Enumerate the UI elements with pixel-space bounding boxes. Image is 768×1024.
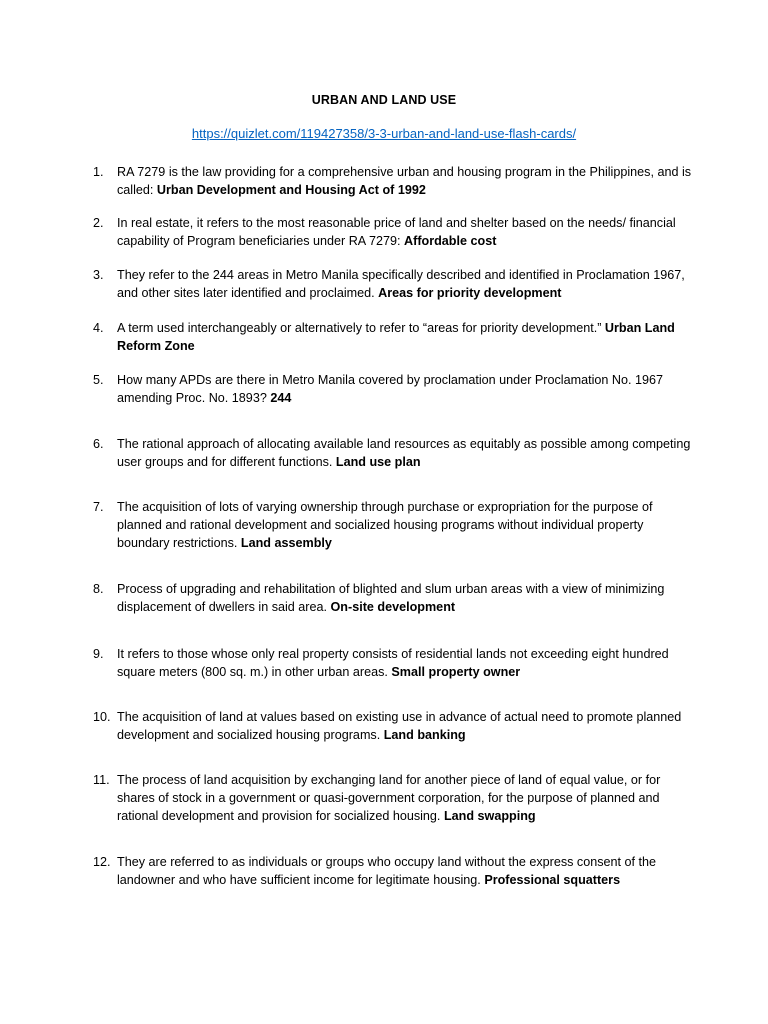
- question-number: 10.: [93, 710, 111, 724]
- question-number: 6.: [93, 437, 104, 451]
- answer-text: Land assembly: [240, 536, 332, 550]
- question-item-1: [93, 163, 693, 199]
- answer-text: 244: [270, 391, 292, 405]
- question-text: The acquisition of lots of varying ownership through purchase or expropriation for the purpose of planned and rational development and socialized housing programs without individual property boundary restrictions.: [117, 500, 653, 550]
- question-item-9: [93, 645, 693, 681]
- question-text: In real estate, it refers to the most reasonable price of land and shelter based on the needs/ financial capability of Program beneficiaries under RA 7279:: [117, 216, 676, 248]
- question-item-7: [93, 498, 693, 552]
- question-text: They refer to the 244 areas in Metro Manila specifically described and identified in Proclamation 1967, and other sites later identified and proclaimed.: [117, 268, 685, 300]
- question-text: It refers to those whose only real property consists of residential lands not exceeding eight hundred square meters (800 sq. m.) in other urban areas.: [117, 647, 669, 679]
- question-text: A term used interchangeably or alternatively to refer to “areas for priority development.”: [117, 321, 602, 335]
- question-item-10: [93, 708, 693, 744]
- question-item-11: [93, 771, 693, 825]
- answer-text: Land swapping: [443, 809, 536, 823]
- question-text: They are referred to as individuals or groups who occupy land without the express consent of the landowner and who have sufficient income for legitimate housing.: [117, 855, 657, 887]
- question-item-2: [93, 214, 693, 250]
- answer-text: Land banking: [383, 728, 466, 742]
- question-item-3: [93, 266, 693, 302]
- question-number: 3.: [93, 268, 104, 282]
- question-item-5: [93, 371, 693, 407]
- question-number: 2.: [93, 216, 104, 230]
- answer-text: Urban Land Reform Zone: [117, 321, 675, 353]
- answer-text: Professional squatters: [484, 873, 621, 887]
- question-text: How many APDs are there in Metro Manila covered by proclamation under Proclamation No. 1967 amending Proc. No. 1893?: [117, 373, 663, 405]
- question-number: 9.: [93, 647, 104, 661]
- question-text: The process of land acquisition by exchanging land for another piece of land of equal value, or for shares of stock in a government or quasi-government corporation, for the purpose of planned and rational development and provision for socialized housing.: [117, 773, 661, 823]
- question-number: 8.: [93, 582, 104, 596]
- question-item-8: [93, 580, 693, 616]
- answer-text: Urban Development and Housing Act of 1992: [156, 183, 426, 197]
- question-number: 4.: [93, 321, 104, 335]
- question-item-6: [93, 435, 693, 471]
- question-text: The acquisition of land at values based on existing use in advance of actual need to promote planned development and socialized housing programs.: [117, 710, 682, 742]
- answer-text: On-site development: [330, 600, 456, 614]
- question-item-12: [93, 853, 693, 889]
- question-item-4: [93, 319, 693, 355]
- question-text: RA 7279 is the law providing for a comprehensive urban and housing program in the Philippines, and is called:: [117, 165, 692, 197]
- question-text: Process of upgrading and rehabilitation of blighted and slum urban areas with a view of minimizing displacement of dwellers in said area.: [117, 582, 665, 614]
- question-number: 5.: [93, 373, 104, 387]
- answer-text: Areas for priority development: [378, 286, 562, 300]
- question-text: The rational approach of allocating available land resources as equitably as possible among competing user groups and for different functions.: [117, 437, 691, 469]
- answer-text: Land use plan: [335, 455, 421, 469]
- answer-text: Small property owner: [391, 665, 521, 679]
- quizlet-link[interactable]: https://quizlet.com/119427358/3-3-urban-and-land-use-flash-cards/: [191, 126, 577, 141]
- answer-text: Affordable cost: [404, 234, 497, 248]
- question-number: 12.: [93, 855, 111, 869]
- question-number: 1.: [93, 165, 104, 179]
- question-number: 7.: [93, 500, 104, 514]
- question-number: 11.: [93, 773, 110, 787]
- page-title: URBAN AND LAND USE: [311, 93, 457, 107]
